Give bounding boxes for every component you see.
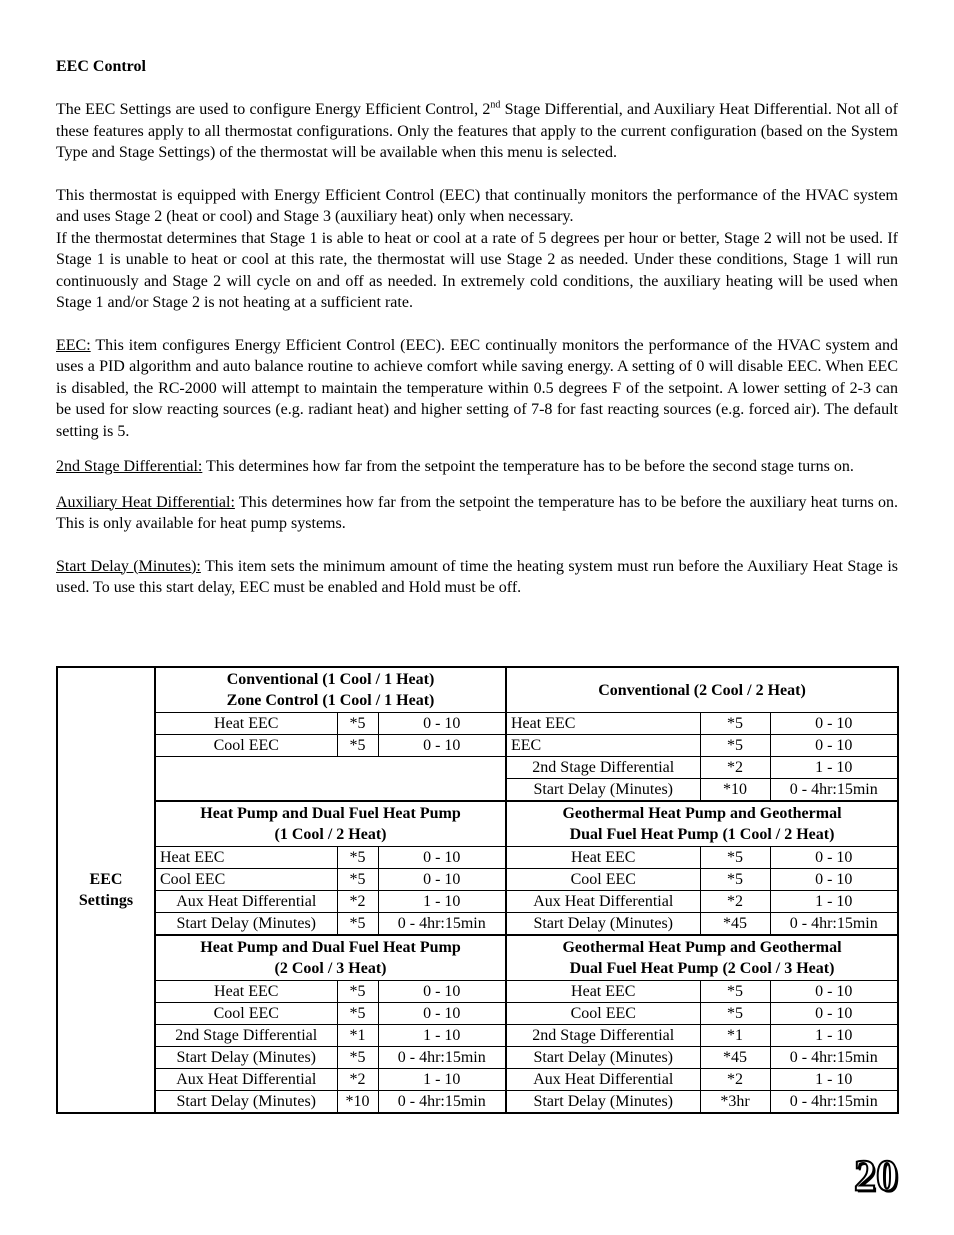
section-header-heat-pump-1c2h: Heat Pump and Dual Fuel Heat Pump (1 Cool / 2 Heat): [155, 801, 506, 847]
intro-text-a: The EEC Settings are used to configure Energy Efficient Control, 2: [56, 101, 491, 118]
table-row: Start Delay (Minutes) *10 0 - 4hr:15min Start Delay (Minutes) *3hr 0 - 4hr:15min: [57, 1091, 898, 1114]
table-row: Heat EEC *5 0 - 10 Heat EEC *5 0 - 10: [57, 713, 898, 735]
table-row: Cool EEC *5 0 - 10 Cool EEC *5 0 - 10: [57, 869, 898, 891]
table-row: 2nd Stage Differential *2 1 - 10: [57, 757, 898, 779]
table-row: Heat EEC *5 0 - 10 Heat EEC *5 0 - 10: [57, 847, 898, 869]
eec-description: [56, 335, 898, 443]
section-header-conventional-1: Conventional (1 Cool / 1 Heat) Zone Control (1 Cool / 1 Heat): [155, 667, 506, 713]
table-row: 2nd Stage Differential *1 1 - 10 2nd Stage Differential *1 1 - 10: [57, 1025, 898, 1047]
eec-term: EEC:: [56, 336, 91, 354]
stage2-desc-text: This determines how far from the setpoint the temperature has to be before the second stage turns on.: [202, 458, 854, 475]
aux-term: Auxiliary Heat Differential:: [56, 493, 235, 511]
delay-description: [56, 556, 898, 599]
eec-overview-paragraph: This thermostat is equipped with Energy Efficient Control (EEC) that continually monitors the performance of the HVAC system and uses Stage 2 (heat or cool) and Stage 3 (auxiliary heat) only when necessary.: [56, 186, 898, 225]
stage2-term: 2nd Stage Differential:: [56, 458, 203, 475]
section-header-geothermal-1c2h: Geothermal Heat Pump and Geothermal Dual Fuel Heat Pump (1 Cool / 2 Heat): [506, 801, 898, 847]
eec-settings-table: [56, 666, 899, 1114]
table-row: Cool EEC *5 0 - 10 EEC *5 0 - 10: [57, 735, 898, 757]
intro-paragraph: [56, 99, 898, 164]
eec-settings-side-label: [57, 667, 155, 1113]
side-label-line1: EEC: [89, 871, 123, 888]
section-header-geothermal-2c3h: Geothermal Heat Pump and Geothermal Dual Fuel Heat Pump (2 Cool / 3 Heat): [506, 935, 898, 981]
stage-logic-paragraph: If the thermostat determines that Stage 1 is able to heat or cool at a rate of 5 degrees per hour or better, Stage 2 will not be used. If Stage 1 is unable to heat or cool at this rate, the thermostat will use Stage 2 as needed. Under these conditions, Stage 1 will run continuously and Stage 2 will cycle on and off as needed. In extremely cold conditions, the auxiliary heating will be used when Stage 1 and/or Stage 2 is not heating at a sufficient rate.: [56, 229, 898, 311]
intro-superscript: nd: [490, 99, 501, 111]
empty-cell: [155, 757, 506, 802]
delay-term: Start Delay (Minutes):: [56, 557, 201, 575]
table-row: Heat EEC *5 0 - 10 Heat EEC *5 0 - 10: [57, 981, 898, 1003]
eec-desc-text: This item configures Energy Efficient Control (EEC). EEC continually monitors the performance of the HVAC system and uses a PID algorithm and auto balance routine to achieve comfort while saving energy. A setting of 0 will disable EEC. When EEC is disabled, the RC-2000 will attempt to maintain the temperature within 0.5 degrees F of the setpoint. A lower setting of 2-3 can be used for slow reacting sources (e.g. radiant heat) and higher setting of 7-8 for fast reacting sources (e.g. forced air). The default setting is 5.: [56, 336, 898, 440]
aux-desc-text: This determines how far from the setpoint the temperature has to be before the auxiliary heat turns on. This is only available for heat pump systems.: [56, 493, 898, 532]
section-header-conventional-2: Conventional (2 Cool / 2 Heat): [506, 667, 898, 713]
stage2-description: [56, 456, 898, 478]
side-label-line2: Settings: [78, 892, 134, 909]
aux-description: [56, 492, 898, 535]
table-row: Aux Heat Differential *2 1 - 10 Aux Heat Differential *2 1 - 10: [57, 891, 898, 913]
table-row: Start Delay (Minutes) *5 0 - 4hr:15min Start Delay (Minutes) *45 0 - 4hr:15min: [57, 1047, 898, 1069]
page-content: [56, 56, 898, 599]
table-row: Aux Heat Differential *2 1 - 10 Aux Heat Differential *2 1 - 10: [57, 1069, 898, 1091]
page-number: 20: [854, 1151, 898, 1200]
delay-desc-text: This item sets the minimum amount of time the heating system must run before the Auxiliary Heat Stage is used. To use this start delay, EEC must be enabled and Hold must be off.: [56, 557, 899, 596]
table-row: Start Delay (Minutes) *5 0 - 4hr:15min Start Delay (Minutes) *45 0 - 4hr:15min: [57, 913, 898, 936]
section-header-heat-pump-2c3h: Heat Pump and Dual Fuel Heat Pump (2 Cool / 3 Heat): [155, 935, 506, 981]
section-title: EEC Control: [56, 58, 146, 75]
table-row: Start Delay (Minutes) *10 0 - 4hr:15min: [57, 779, 898, 802]
table-row: Cool EEC *5 0 - 10 Cool EEC *5 0 - 10: [57, 1003, 898, 1025]
intro-text-b: Stage Differential, and Auxiliary Heat Differential. Not all of these features apply to all thermostat configurations. Only the features that apply to the current configuration (based on the System Type and Stage Settings) of the thermostat will be available when this menu is selected.: [56, 101, 899, 161]
